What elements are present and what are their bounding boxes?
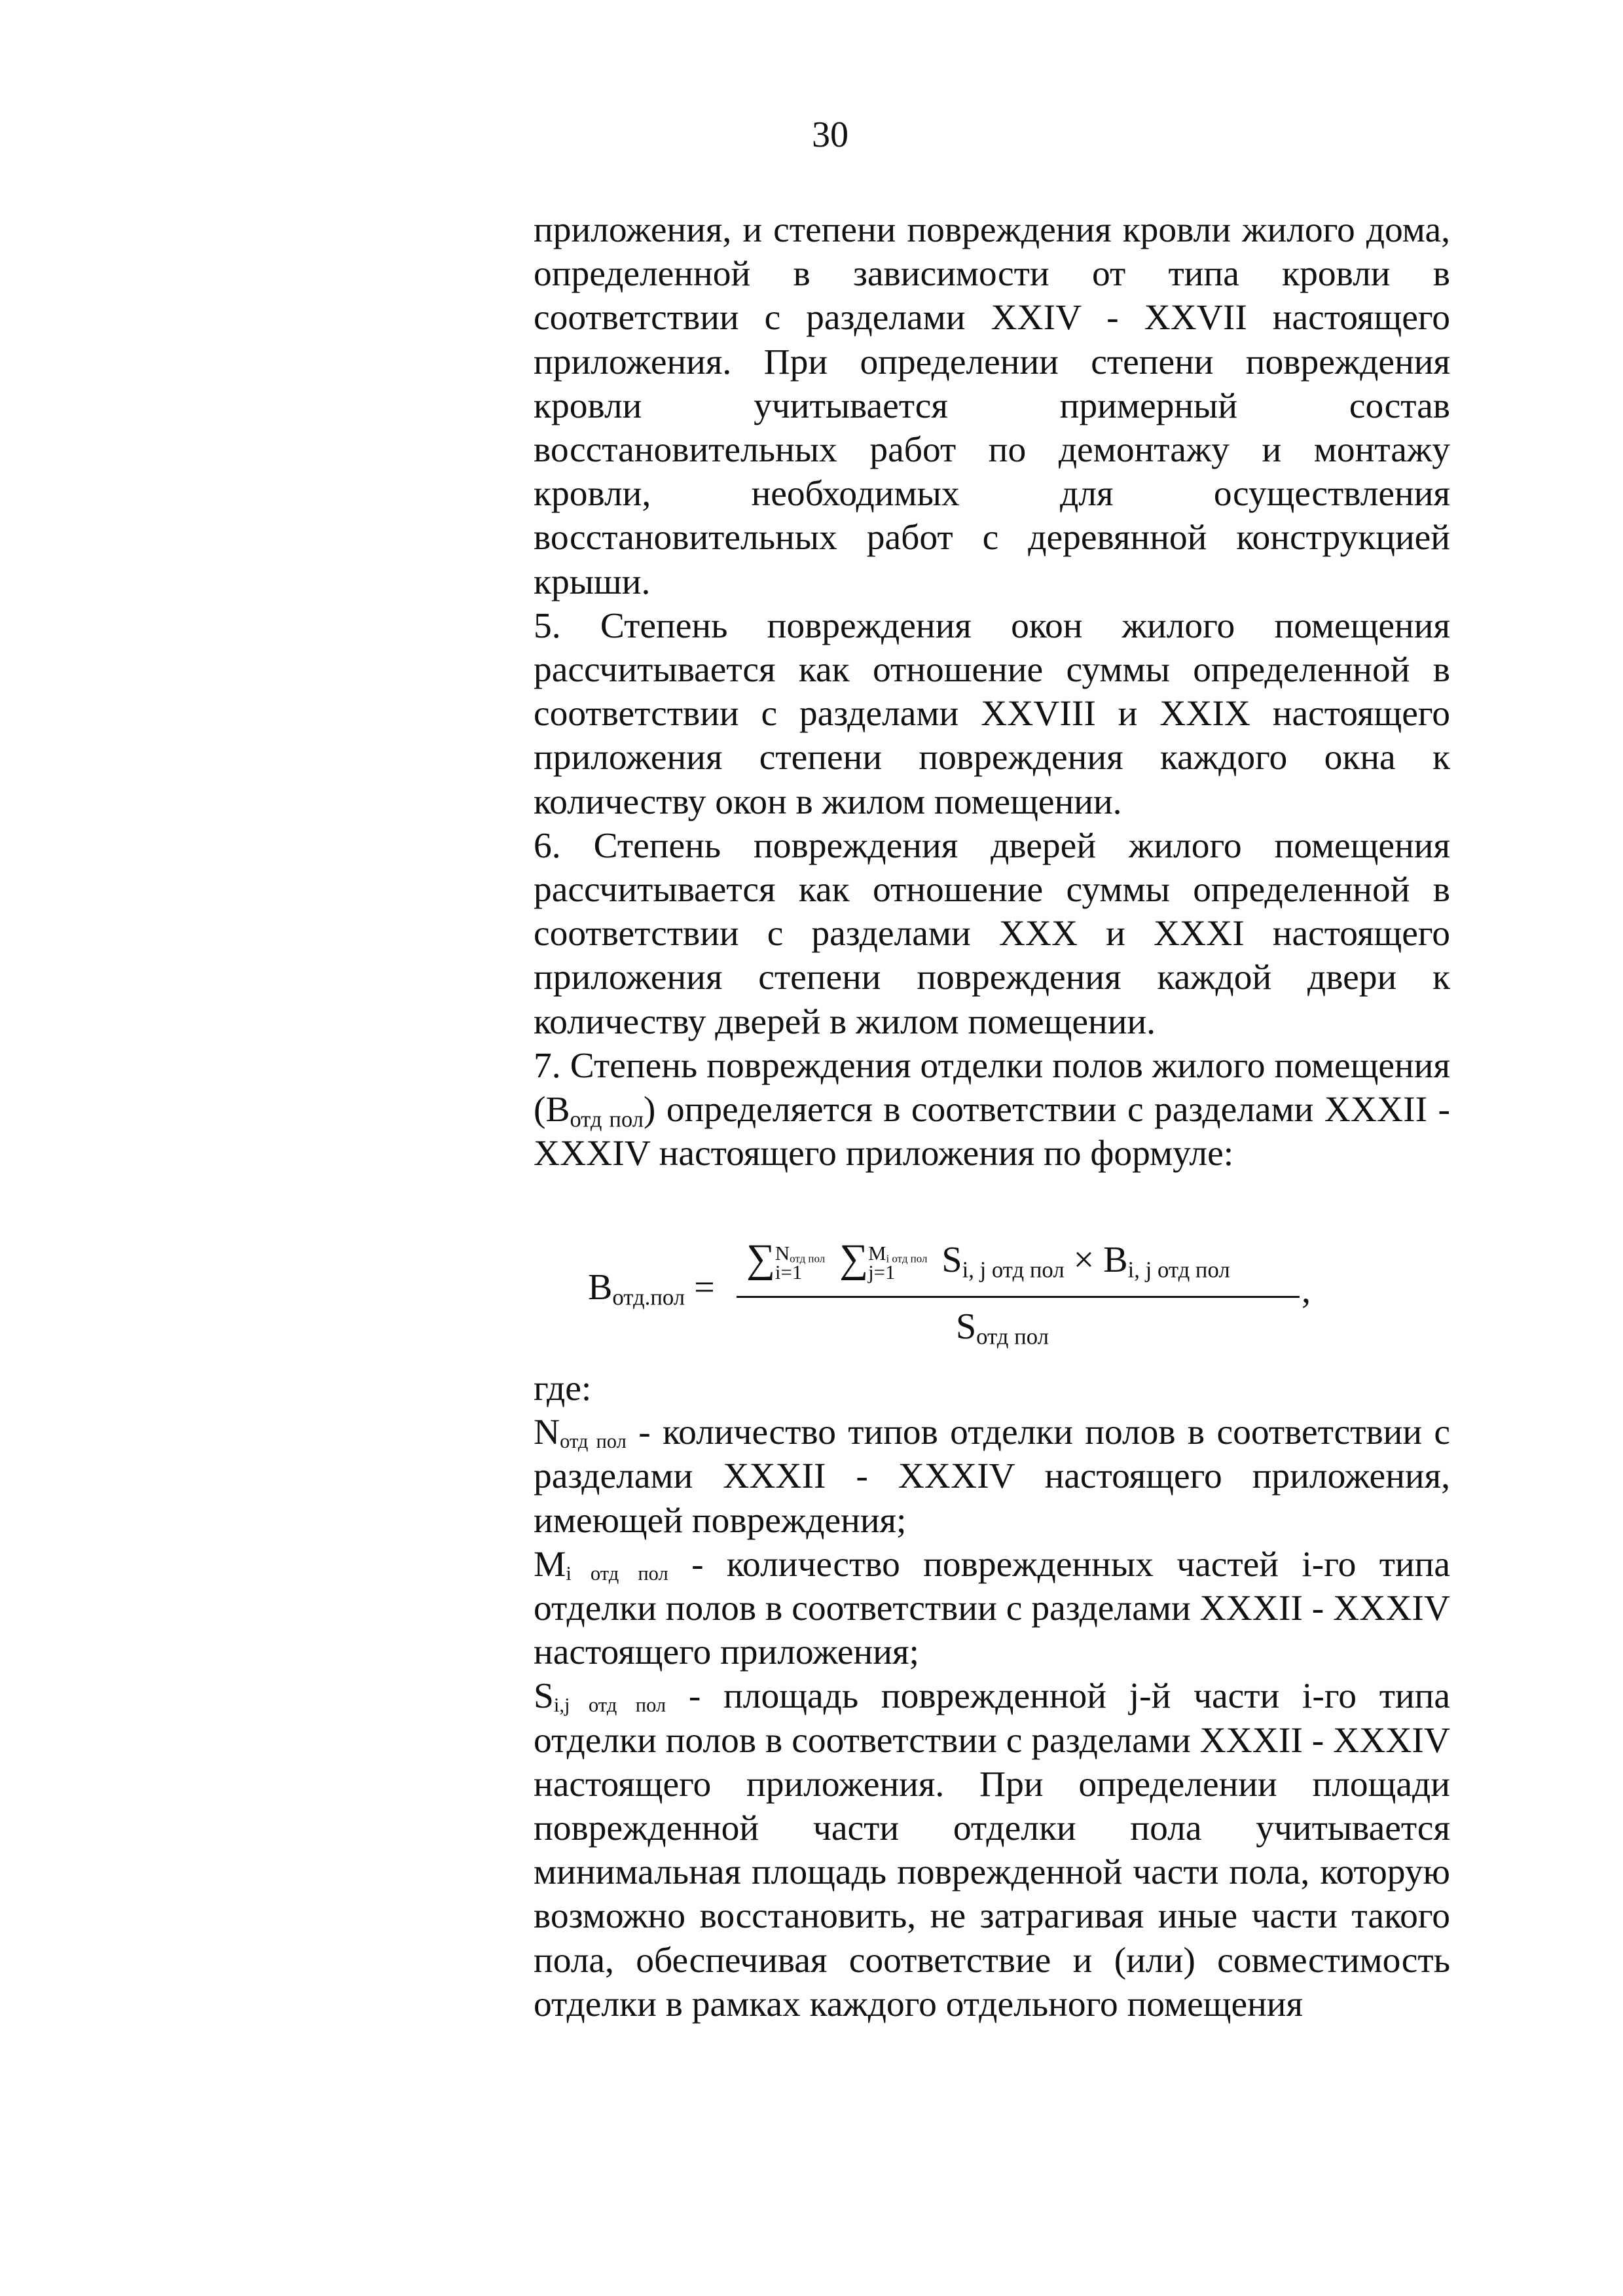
times-sign: × [1073,1240,1095,1280]
n-subscript: отд пол [560,1430,627,1453]
n-text: - количество типов отделки полов в соответствии с разделами XXXII - XXXIV настоящего приложения, имеющей повреждения; [534,1412,1450,1541]
paragraph-6-doors: 6. Степень повреждения дверей жилого помещения рассчитывается как отношение суммы определенной в соответствии с разделами XXX и XXXI настоящего приложения степени повреждения каждой двери к количеству дверей в жилом помещении. [534,825,1450,1042]
formula-denominator [956,1306,1049,1348]
definition-s [534,1674,1450,2026]
s-symbol: S [534,1676,554,1717]
m-subscript: i отд пол [566,1562,668,1585]
definitions [534,1367,1450,2026]
m-symbol: M [534,1544,566,1585]
term-b-sub: i, j отд пол [1127,1257,1230,1283]
s-text: - площадь поврежденной j-й части i-го типа отделки полов в соответствии с разделами XXXII - XXXIV настоящего приложения. При определении площади поврежденной части отделки пола учитывается минимальная площадь поврежденной части пола, которую возможно восстановить, не затрагивая иные части такого пола, обеспечивая соответствие и (или) совместимость отделки в рамках каждого отдельного помещения [534,1676,1450,2024]
sum2-upper-sub: i отд пол [886,1252,928,1265]
sum1-limits [775,1244,825,1283]
paragraph-7-floors [534,1044,1450,1176]
term-b: B [1103,1240,1128,1280]
sum2-limits [868,1244,927,1283]
sum1-sigma: ∑ [746,1236,775,1281]
page-number: 30 [812,115,848,155]
p7-after: ) определяется в соответствии с разделами XXXII - XXXIV настоящего приложения по формуле: [534,1090,1450,1174]
p7-before: 7. Степень повреждения отделки полов жилого помещения (B [534,1045,1450,1130]
lhs-subscript: отд.пол [612,1284,685,1310]
sum1-upper-sub: отд пол [790,1252,826,1265]
formula-numerator [746,1236,1230,1282]
sum2-lower: j=1 [868,1261,896,1284]
fraction-line [737,1296,1300,1298]
floor-damage-formula [576,1230,1427,1368]
definition-m [534,1543,1450,1675]
s-subscript: i,j отд пол [553,1694,666,1717]
m-text: - количество поврежденных частей i-го типа отделки полов в соответствии с разделами XXXII - XXXIV настоящего приложения; [534,1544,1450,1673]
body-text [534,208,1450,1175]
sum2-sigma: ∑ [839,1236,869,1281]
lhs-symbol: B [588,1267,613,1308]
paragraph-5-windows: 5. Степень повреждения окон жилого помещения рассчитывается как отношение суммы определенной в соответствии с разделами XXVIII и XXIX настоящего приложения степени повреждения каждого окна к количеству окон в жилом помещении. [534,605,1450,822]
den-s: S [956,1306,977,1347]
definition-n [534,1410,1450,1543]
sum1-upper-base: N [775,1242,790,1265]
paragraph-roof: приложения, и степени повреждения кровли жилого дома, определенной в зависимости от типа кровли в соответствии с разделами XXIV - XXVII настоящего приложения. При определении степени повреждения кровли учитывается примерный состав восстановительных работ по демонтажу и монтажу кровли, необходимых для осуществления восстановительных работ с деревянной конструкцией крыши. [534,210,1450,602]
sum1-lower: i=1 [775,1261,803,1284]
n-symbol: N [534,1412,560,1453]
p7-subscript: отд пол [570,1107,644,1132]
term-s: S [941,1240,962,1280]
den-sub: отд пол [976,1323,1049,1350]
term-s-sub: i, j отд пол [962,1257,1065,1283]
formula-comma: , [1302,1270,1311,1311]
equals-sign: = [694,1267,715,1308]
sum2-upper-base: M [868,1242,886,1265]
where-label: где: [534,1369,592,1408]
formula-lhs [588,1266,715,1308]
